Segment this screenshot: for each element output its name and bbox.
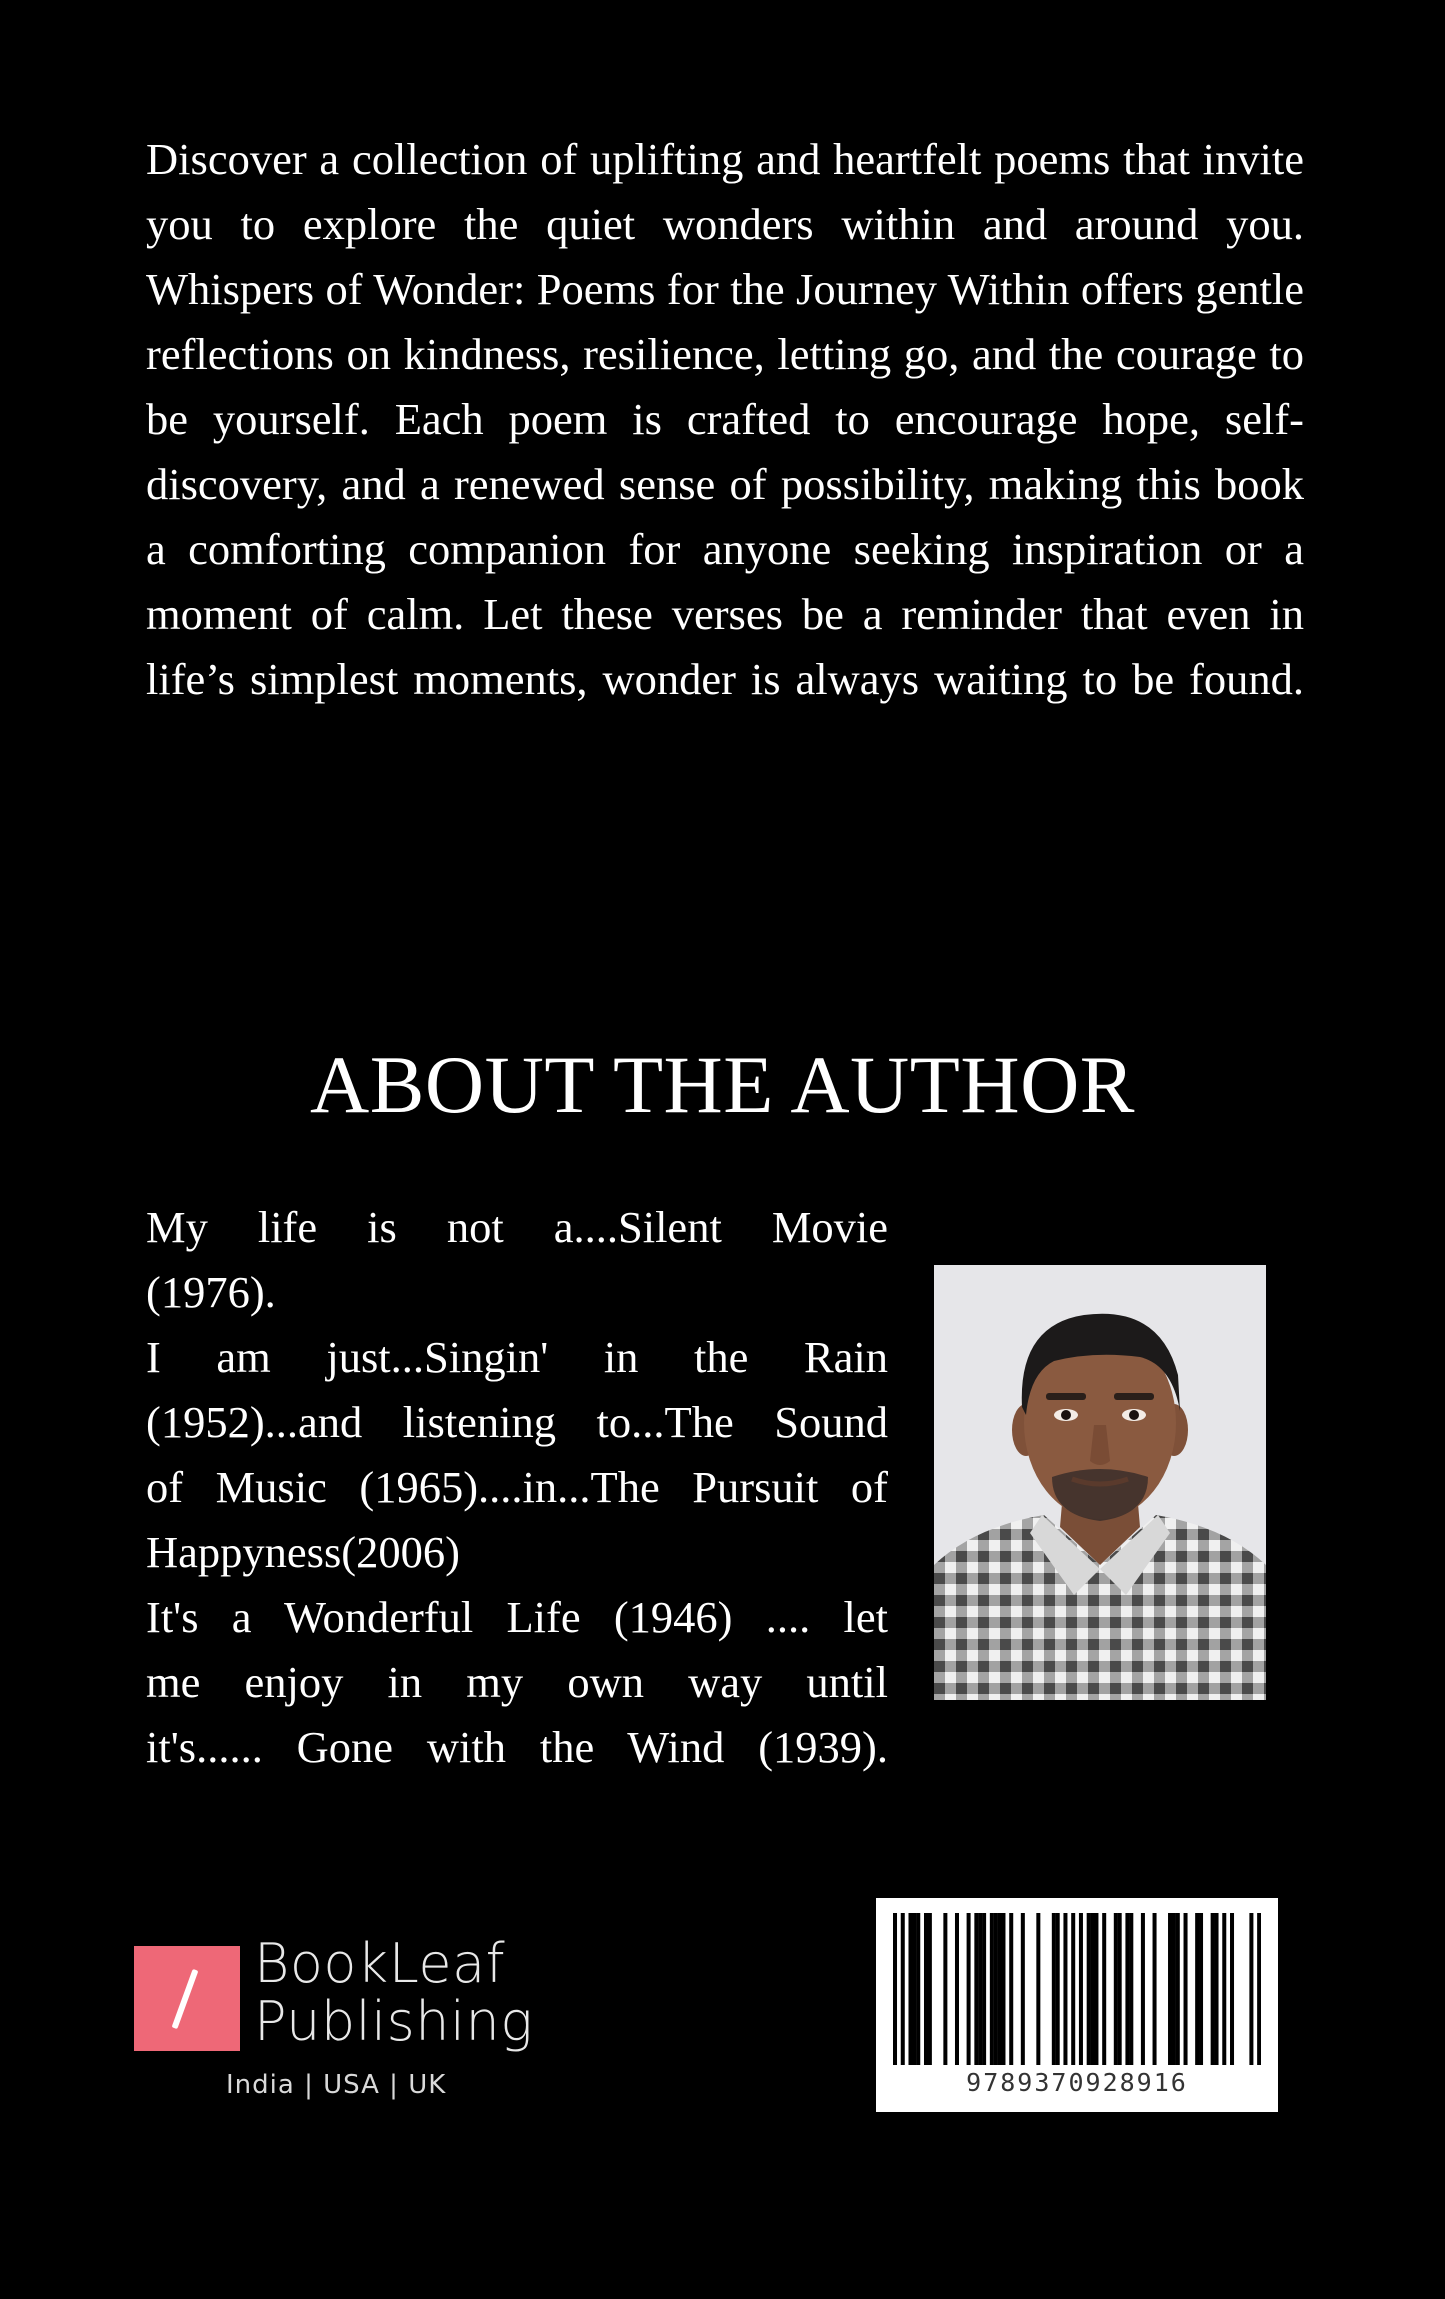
bio-line: I am just...Singin' in the Rain bbox=[146, 1332, 888, 1382]
publisher-logo bbox=[134, 1932, 554, 2112]
author-photo bbox=[934, 1265, 1266, 1700]
barcode-bar bbox=[1071, 1913, 1075, 2065]
barcode-bar bbox=[1211, 1913, 1215, 2065]
barcode-bar bbox=[1056, 1913, 1060, 2065]
publisher-name-line2: Publishing bbox=[254, 1990, 534, 2053]
barcode-bar bbox=[1091, 1913, 1095, 2065]
barcode-bar bbox=[1094, 1913, 1098, 2065]
barcode-bar bbox=[1129, 1913, 1133, 2065]
barcode-bar bbox=[1176, 1913, 1180, 2065]
barcode-bar bbox=[990, 1913, 994, 2065]
barcode-bar bbox=[1215, 1913, 1219, 2065]
barcode-bar bbox=[1125, 1913, 1129, 2065]
bio-line: Happyness(2006) bbox=[146, 1527, 460, 1577]
barcode-bar bbox=[1052, 1913, 1056, 2065]
barcode-bar bbox=[924, 1913, 928, 2065]
barcode-bar bbox=[943, 1913, 947, 2065]
barcode-bar bbox=[982, 1913, 986, 2065]
back-cover-blurb: Discover a collection of uplifting and heartfelt poems that invite you to explore the quiet wonders within and around you. Whispers of Wonder: Poems for the Journey Within offers gentle reflections on kindness, resilience, letting go, and the courage to be yourself. Each poem is crafted to encourage hope, self-discovery, and a renewed sense of possibility, making this book a comforting companion for anyone seeking inspiration or a moment of calm. Let these verses be a reminder that even in life’s simplest moments, wonder is always waiting to be found. bbox=[146, 134, 1304, 704]
barcode-bar bbox=[1087, 1913, 1091, 2065]
author-bio bbox=[146, 1195, 888, 1780]
barcode-bar bbox=[974, 1913, 978, 2065]
barcode-bar bbox=[1153, 1913, 1157, 2065]
barcode-bar bbox=[994, 1913, 998, 2065]
barcode-bar bbox=[928, 1913, 932, 2065]
publisher-name-line1: BookLeaf bbox=[254, 1932, 506, 1995]
bio-line: of Music (1965)....in...The Pursuit of bbox=[146, 1462, 888, 1512]
isbn-number: 9789370928916 bbox=[966, 2068, 1188, 2097]
bio-line: it's...... Gone with the Wind (1939). bbox=[146, 1722, 888, 1772]
barcode-bar bbox=[1230, 1913, 1234, 2065]
about-author-heading: ABOUT THE AUTHOR bbox=[310, 1039, 1135, 1130]
barcode-bar bbox=[1168, 1913, 1172, 2065]
barcode-bar bbox=[916, 1913, 920, 2065]
barcode-bar bbox=[1199, 1913, 1203, 2065]
bio-line: me enjoy in my own way until bbox=[146, 1657, 888, 1707]
barcode-bar bbox=[998, 1913, 1002, 2065]
publisher-regions: India | USA | UK bbox=[226, 2070, 447, 2100]
barcode-bar bbox=[1001, 1913, 1005, 2065]
barcode-bar bbox=[1102, 1913, 1106, 2065]
bio-line: (1952)...and listening to...The Sound bbox=[146, 1397, 888, 1447]
barcode-bar bbox=[1009, 1913, 1013, 2065]
barcode-bar bbox=[1118, 1913, 1122, 2065]
barcode-bar bbox=[1257, 1913, 1261, 2065]
bio-line: My life is not a....Silent Movie bbox=[146, 1202, 888, 1252]
bio-line: (1976). bbox=[146, 1267, 276, 1317]
barcode-bar bbox=[901, 1913, 905, 2065]
barcode-bar bbox=[908, 1913, 912, 2065]
barcode-bar bbox=[955, 1913, 959, 2065]
bio-line: It's a Wonderful Life (1946) .... let bbox=[146, 1592, 888, 1642]
barcode-bar bbox=[1184, 1913, 1188, 2065]
barcode-bar bbox=[1079, 1913, 1083, 2065]
barcode-bars bbox=[893, 1913, 1261, 2065]
barcode-bar bbox=[978, 1913, 982, 2065]
isbn-barcode bbox=[876, 1898, 1278, 2112]
barcode-bar bbox=[1172, 1913, 1176, 2065]
author-portrait-illustration bbox=[934, 1265, 1266, 1700]
barcode-bar bbox=[912, 1913, 916, 2065]
barcode-bar bbox=[1063, 1913, 1067, 2065]
barcode-bar bbox=[1114, 1913, 1118, 2065]
slash-icon bbox=[134, 1946, 240, 2051]
barcode-bar bbox=[1036, 1913, 1040, 2065]
barcode-bar bbox=[1249, 1913, 1253, 2065]
barcode-bar bbox=[1021, 1913, 1025, 2065]
barcode-bar bbox=[893, 1913, 897, 2065]
barcode-bar bbox=[1195, 1913, 1199, 2065]
barcode-bar bbox=[967, 1913, 971, 2065]
barcode-bar bbox=[1141, 1913, 1145, 2065]
barcode-bar bbox=[1222, 1913, 1226, 2065]
